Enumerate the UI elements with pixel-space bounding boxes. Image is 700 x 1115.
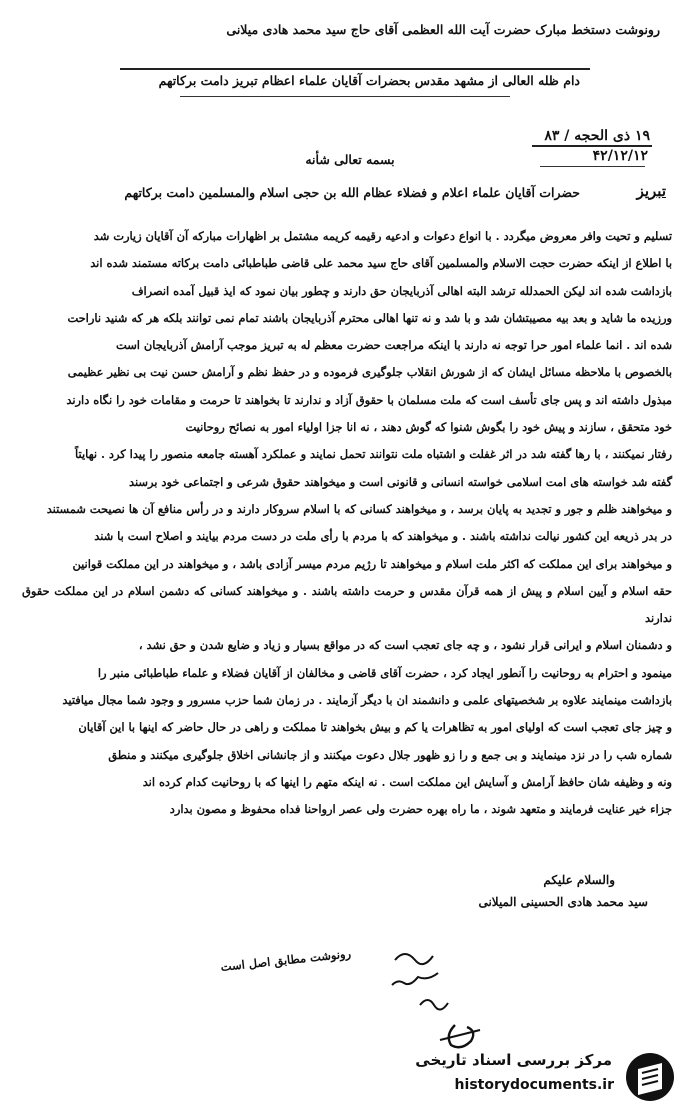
body-line: و میخواهند برای این مملکت که اکثر ملت اسلام و میخواهند تا رژیم مردم میسر آزادی باشد ، و میخواهند در این مملکت قوانین — [72, 556, 672, 571]
watermark-arabic: مرکز بررسی اسناد تاریخی — [415, 1051, 612, 1069]
body-line: تسلیم و تحیت وافر معروض میگردد . با انواع دعوات و ادعیه رقیمه کریمه مشتمل بر اظهارات مبارکه آن آقایان زیارت شد — [93, 229, 672, 243]
letter-body — [22, 223, 672, 824]
body-line: ونه و وظیفه شان حافظ آرامش و آسایش این مملکت است . نه اینکه متهم را اینها که با روحانیت کدام کرده اند — [142, 774, 672, 789]
body-line: و چیز جای تعجب است که اولیای امور به تظاهرات یا کم و بیش بخواهند تا مملکت و راهی در حال حاضر که اینها با این آقایان — [78, 720, 672, 735]
closing-salutation: والسلام علیکم — [543, 873, 615, 887]
header-line-2: دام ظله العالی از مشهد مقدس بحضرات آقایان علماء اعظام تبریز دامت برکاتهم — [158, 73, 580, 88]
handwritten-note: رونوشت مطابق اصل است — [220, 946, 352, 974]
recipient-address: حضرات آقایان علماء اعلام و فضلاء عظام الله بن حجی اسلام والمسلمین دامت برکاتهم — [124, 185, 580, 200]
watermark-english: historydocuments.ir — [454, 1077, 614, 1093]
header-underline-2 — [180, 96, 510, 97]
body-line: شماره شب را در نزد مینمایند و بی جمع و را زو ظهور جلال دعوت میکنند و از جانشانی اخلاق جلوگیری میکنند و منطق — [108, 747, 672, 762]
body-line: شده اند . انما علماء امور حرا توجه نه دارند با اینکه مراجعت حضرت معظم له به تبریز موجب آرامش آذربایجان است — [116, 338, 672, 353]
body-line: و میخواهند ظلم و جور و تجدید به پایان برسد ، و میخواهند کسانی که با اسلام سروکار دارند و در رأس منافع آن ها نصیحت شمستند — [46, 501, 672, 516]
body-line: در بدر ذریعه این کشور نیالت نداشته باشند . و میخواهند که با مردم با رأی ملت در دست مردم بیایند و اصلاح است با شند — [94, 529, 672, 544]
body-line: گفته شد خواسته های امت اسلامی خواسته انسانی و قانونی است و میخواهند حقوق شرعی و اجتماعی خود برسند — [128, 474, 672, 489]
body-line: جزاء خیر عنایت فرمایند و متعهد شوند ، ما راه بهره حضرت ولی عصر ارواحنا فداه محفوظ و مصون بدارد — [169, 802, 672, 817]
archive-watermark — [382, 1047, 682, 1107]
body-line: بالخصوص با ملاحظه مسائل ایشان که از شورش انقلاب جلوگیری فرموده و در حفظ نظم و آرامش حسن نیت بی نظیر عظیمی — [67, 365, 672, 380]
body-line: مینمود و احترام به روحانیت را آنطور ایجاد کرد ، حضرت آقای قاضی و مخالفان از آقایان فضلاء و علماء طباطبائی منبر را — [97, 665, 672, 680]
signature-name: سید محمد هادی الحسینی المیلانی — [478, 895, 648, 909]
bismillah-heading: بسمه تعالی شأنه — [305, 152, 395, 167]
body-line: حقه اسلام و آیین اسلام و پیش از همه قرآن مقدس و حرمت داشته باشند . و میخواهند کسانی که دشمن اسلام در این مملکت حقوق ندارند — [22, 583, 672, 626]
body-line: خود متحقق ، سازند و پیش خود را بگوش شنوا که گوش دهند ، نه انا جزا اولیاء امور به نصائح روحانیت — [185, 420, 672, 435]
recipient-city: تبریز — [636, 182, 666, 200]
body-line: مبذول داشته اند و پس جای تأسف است که ملت مسلمان با حقوق آزاد و ندارند تا بخواهند تا حرمت و مقامات خود را نگاه دارند — [66, 392, 672, 407]
date-shamsi: ۴۲/۱۲/۱۲ — [592, 148, 648, 164]
date-hijri: ۱۹ ذی الحجه / ۸۳ — [544, 128, 650, 144]
date-divider — [532, 145, 652, 147]
archive-logo-icon — [624, 1051, 676, 1103]
body-line: با اطلاع از اینکه حضرت حجت الاسلام والمسلمین آقای حاج سید محمد علی قاضی طباطبائی دامت برکاته مستمند شده اند — [90, 256, 672, 271]
body-line: بازداشت شده اند لیکن الحمدلله ترشد البته اهالی آذربایجان حق دارند و چطور بیان نمود که ایذ قبیل آمده انصراف — [131, 283, 672, 298]
body-line: ورزیده ما شاید و بعد بیه مصیبتشان شد و با شد و نه تنها اهالی محترم آذربایجان باشند تمام نمی توانند بلکه هر که شنید ناراحت — [67, 310, 672, 325]
header-underline — [120, 68, 590, 70]
header-line-1: رونوشت دستخط مبارک حضرت آیت الله العظمی آقای حاج سید محمد هادی میلانی — [226, 22, 660, 37]
body-line: رفتار نمیکنند ، با رها گفته شد در اثر غفلت و اشتباه ملت نتوانند تحمل نمایند و عملکرد آهسته جامعه منصور را پیدا کرد . نهایتاً — [75, 447, 672, 462]
body-line: و دشمنان اسلام و ایرانی قرار نشود ، و چه جای تعجب است که در مواقع بسیار و زیاد و ضایع شدن و حق نشد ، — [138, 638, 672, 653]
body-line: بازداشت مینمایند علاوه بر شخصیتهای علمی و دانشمند ان با دیگر آزمایند . در زمان شما حزب مسرور و وجود شما مجال میافتید — [62, 693, 672, 708]
